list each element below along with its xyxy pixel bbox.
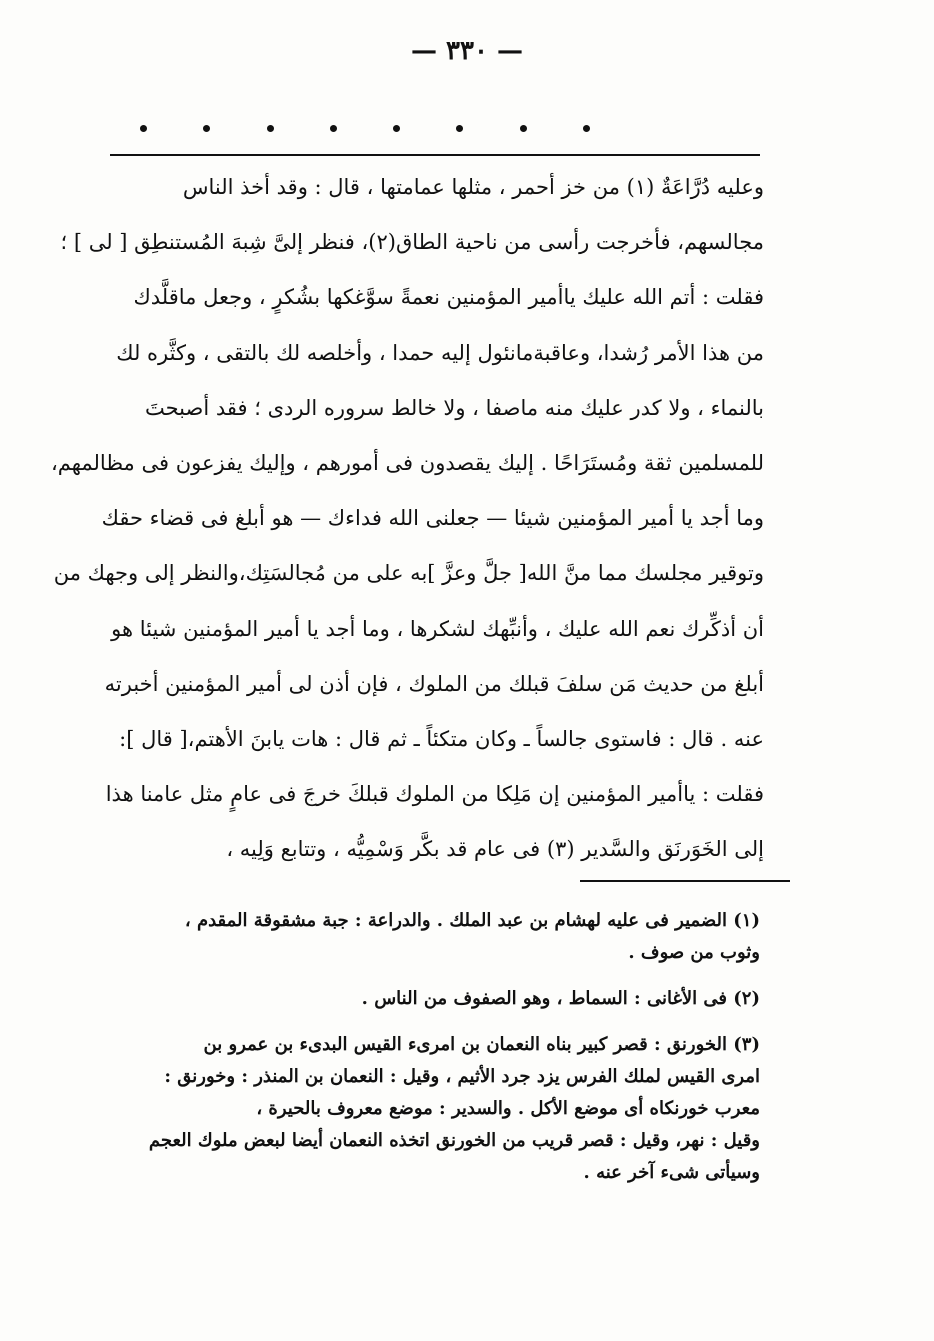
text-line: إلى الخَوَرنَق والسَّدير (٣) فى عام قد بكَّر وَسْمِيُّه ، وتتابع وَلِيه ، [226,837,764,862]
text-line: وعليه دُرَّاعَةٌ (١) من خز أحمر ، مثلها عمامتها ، قال : وقد أخذ الناس [182,175,764,199]
ornament-dot [520,125,527,132]
footnote-separator-rule [580,880,790,882]
text-line: للمسلمين ثقة ومُستَرَاحًا . إليك يقصدون فى أمورهم ، وإليك يفزعون فى مظالمهم، [50,450,764,475]
text-line: بالنماء ، ولا كدر عليك منه ماصفا ، ولا خالط سروره الردى ؛ فقد أصبحتَ [145,395,764,420]
footnote-2 [110,983,760,1015]
footnote-line: (١) الضمير فى عليه لهشام بن عبد الملك . والدراعة : جبة مشقوقة المقدم ، [184,910,760,931]
footnote-3 [110,1029,760,1189]
footnote-1 [110,905,760,969]
main-text-block [50,160,764,877]
text-line: من هذا الأمر رُشدا، وعاقبةمانئول إليه حمدا ، وأخلصه لك بالتقى ، وكثَّره لك [116,340,764,365]
text-line: أن أذكِّرك نعم الله عليك ، وأنبِّهك لشكرها ، وما أجد يا أمير المؤمنين شيئا هو [111,616,764,641]
header-rule [110,154,760,156]
text-line: وتوقير مجلسك مما منَّ الله[ جلَّ وعزَّ ]به على من مُجالسَتِك،والنظر إلى وجهك من [53,561,764,586]
ornament-dot [456,125,463,132]
ornament-dot [393,125,400,132]
ornament-dot [267,125,274,132]
footnote-line: وثوب من صوف . [628,942,760,963]
ornament-dot [140,125,147,132]
text-line: وما أجد يا أمير المؤمنين شيئا — جعلنى الله فداءك — هو أبلغ فى قضاء حقك [101,506,764,531]
footnote-line: وسيأتى شىء آخر عنه . [583,1162,760,1183]
footnote-line: امرى القيس لملك الفرس يزد جرد الأثيم ، وقيل : النعمان بن المنذر : وخورنق : [164,1066,760,1087]
page-number: — ٣٣٠ — [410,36,524,66]
footnote-line: وقيل : نهر، وقيل : قصر قريب من الخورنق اتخذه النعمان أيضا لبعض ملوك العجم [148,1130,760,1151]
ornament-dot [583,125,590,132]
text-line: فقلت : ياأمير المؤمنين إن مَلِكا من الملوك قبلكَ خرجَ فى عامٍ مثل عامنا هذا [105,782,764,807]
text-line: مجالسهم، فأخرجت رأسى من ناحية الطاق(٢)، فنظر إلىَّ شِبهَ المُستنطِق [ لى ] ؛ [60,230,764,255]
footnotes-block [110,905,760,1189]
footnote-line: (٣) الخورنق : قصر كبير بناه النعمان بن امرىء القيس البدىء بن عمرو بن [203,1034,760,1055]
footnote-line: معرب خورنكاه أى موضع الأكل . والسدير : موضع معروف بالحيرة ، [256,1098,760,1119]
ornament-dot [203,125,210,132]
text-line: أبلغ من حديث مَن سلفَ قبلك من الملوك ، فإن أذن لى أمير المؤمنين أخبرته [104,671,764,696]
footnote-line: (٢) فى الأغانى : السماط ، وهو الصفوف من الناس . [361,988,760,1009]
text-line: فقلت : أتم الله عليك ياأمير المؤمنين نعمةً سوَّغكها بشُكرٍ ، وجعل ماقلَّدك [133,285,764,310]
section-ornament-dots [140,108,590,148]
text-line: عنه . قال : فاستوى جالساً ـ وكان متكئاً ـ ثم قال : هات يابنَ الأهتم،[ قال ]: [119,726,764,751]
ornament-dot [330,125,337,132]
